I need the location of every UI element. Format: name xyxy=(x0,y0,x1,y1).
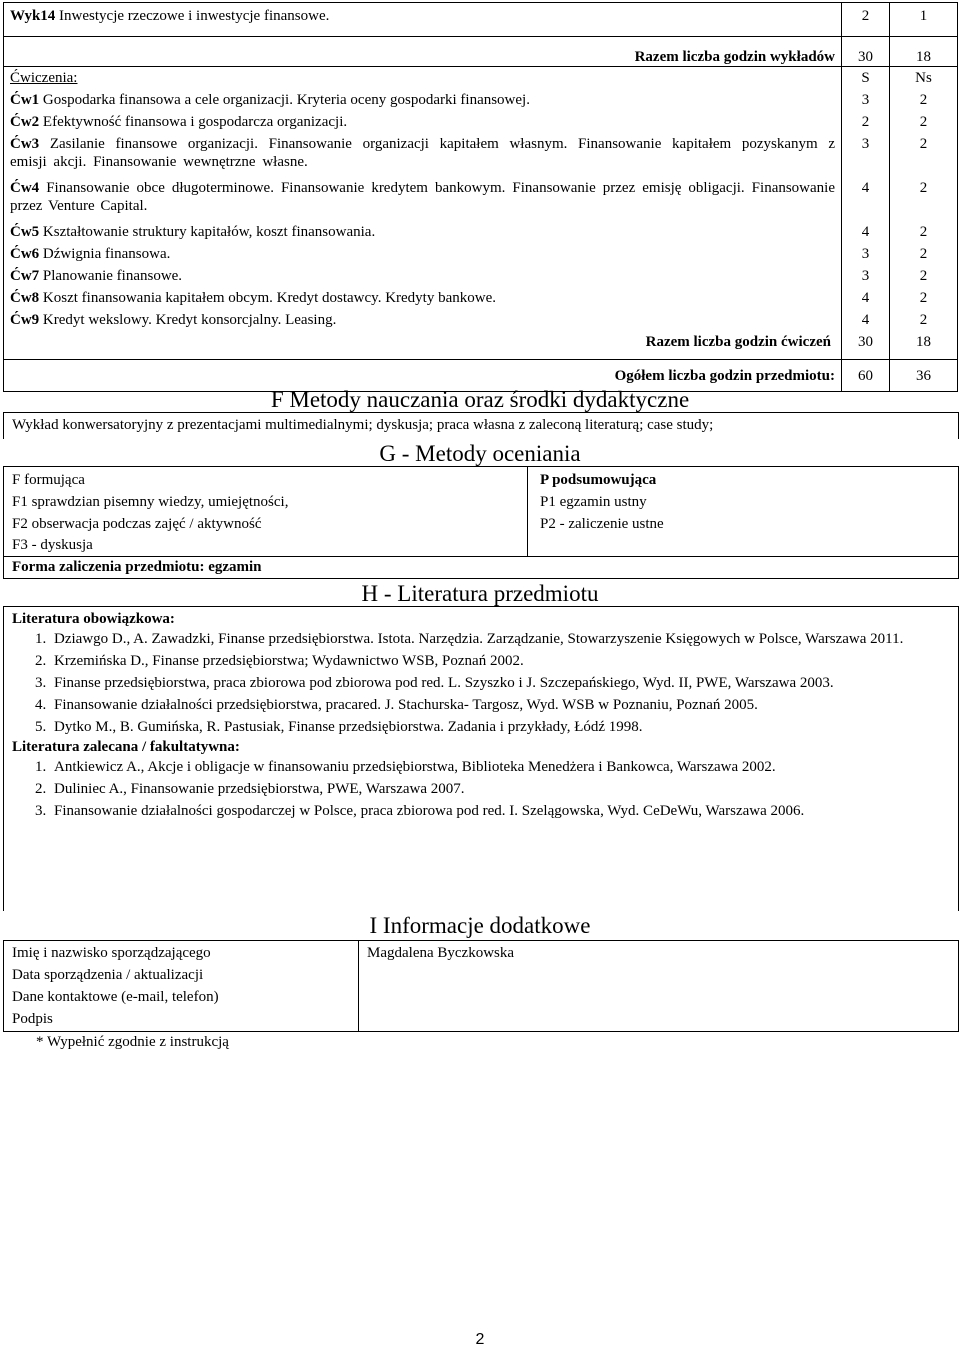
section-i-box xyxy=(3,940,959,1032)
exercise-8-s: 4 xyxy=(861,290,870,306)
exercise-6: Ćw6 Dźwignia finansowa. xyxy=(10,246,171,262)
exercises-heading: Ćwiczenia: xyxy=(10,70,78,86)
exercise-total-s: 30 xyxy=(858,334,873,350)
formative-item-1: F1 sprawdzian pisemny wiedzy, umiejętności, xyxy=(12,494,289,510)
col-ns-heading: Ns xyxy=(915,70,932,86)
required-lit-item: 4. Finansowanie działalności przedsiębiorstwa, pracared. J. Stachurska- Targosz, Wyd. WSB w Poznaniu, Poznań 2005. xyxy=(50,694,950,716)
recommended-lit-list xyxy=(12,756,950,822)
page-number: 2 xyxy=(475,1331,485,1348)
exercises-block xyxy=(4,67,958,360)
contact-label: Dane kontaktowe (e-mail, telefon) xyxy=(12,989,219,1005)
exercise-9-ns: 2 xyxy=(919,312,928,328)
col-s-heading: S xyxy=(861,70,870,86)
summative-item-2: P2 - zaliczenie ustne xyxy=(540,516,664,532)
exercise-5-s: 4 xyxy=(861,224,870,240)
exercise-4: Ćw4 Finansowanie obce długoterminowe. Finansowanie kredytem bankowym. Finansowanie przez emisję obligacji. Finansowanie przez Venture Capital. xyxy=(10,180,836,214)
grand-total-label: Ogółem liczba godzin przedmiotu: xyxy=(614,368,835,384)
section-h-box xyxy=(3,606,959,911)
exercise-2-s: 2 xyxy=(861,114,870,130)
lecture-total-label: Razem liczba godzin wykładów xyxy=(634,49,835,65)
section-h-heading: H - Literatura przedmiotu xyxy=(361,581,599,606)
exercise-9-s: 4 xyxy=(861,312,870,328)
required-lit-title: Literatura obowiązkowa: xyxy=(12,611,175,627)
recommended-lit-item: 1. Antkiewicz A., Akcje i obligacje w finansowaniu przedsiębiorstwa, Biblioteka Menedżera i Bankowca, Warszawa 2002. xyxy=(50,756,950,778)
exercise-2: Ćw2 Efektywność finansowa i gospodarcza organizacji. xyxy=(10,114,348,130)
section-g-rule xyxy=(4,556,958,557)
instruction-note: * Wypełnić zgodnie z instrukcją xyxy=(36,1034,229,1050)
section-g-divider xyxy=(527,467,528,556)
grand-total-ns: 36 xyxy=(890,360,958,392)
exercise-7-s: 3 xyxy=(861,268,870,284)
required-lit-item: 3. Finanse przedsiębiorstwa, praca zbiorowa pod zbiorowa pod red. L. Szyszko i J. Szczepańskiego, Wyd. II, PWE, Warszawa 2003. xyxy=(50,672,950,694)
signature-label: Podpis xyxy=(12,1011,53,1027)
hours-table xyxy=(3,2,958,392)
section-g-heading: G - Metody oceniania xyxy=(379,441,581,466)
required-lit-list xyxy=(12,628,950,738)
exercise-6-s: 3 xyxy=(861,246,870,262)
author-value: Magdalena Byczkowska xyxy=(367,945,515,961)
formative-item-3: F3 - dyskusja xyxy=(12,537,93,553)
section-f-box xyxy=(3,412,959,439)
lecture-total-row xyxy=(4,37,958,67)
completion-form: Forma zaliczenia przedmiotu: egzamin xyxy=(12,559,262,575)
section-f-text: Wykład konwersatoryjny z prezentacjami multimedialnymi; dyskusja; praca własna z zaleconą literaturą; case study; xyxy=(12,417,714,433)
exercise-1: Ćw1 Gospodarka finansowa a cele organizacji. Kryteria oceny gospodarki finansowej. xyxy=(10,92,530,108)
exercise-9: Ćw9 Kredyt wekslowy. Kredyt konsorcjalny. Leasing. xyxy=(10,312,337,328)
exercise-total-label: Razem liczba godzin ćwiczeń xyxy=(645,334,831,350)
lecture-total-ns: 18 xyxy=(890,37,958,67)
summative-title: P podsumowująca xyxy=(540,472,657,488)
exercise-2-ns: 2 xyxy=(919,114,928,130)
section-i-heading: I Informacje dodatkowe xyxy=(369,913,591,938)
lecture-hours-ns: 1 xyxy=(890,3,958,37)
lecture-hours-s: 2 xyxy=(842,3,890,37)
exercise-3-s: 3 xyxy=(861,136,870,152)
exercise-7-ns: 2 xyxy=(919,268,928,284)
literature-content xyxy=(12,610,950,822)
exercise-5-ns: 2 xyxy=(919,224,928,240)
exercise-8: Ćw8 Koszt finansowania kapitałem obcym. Kredyt dostawcy. Kredyty bankowe. xyxy=(10,290,496,306)
exercise-4-ns: 2 xyxy=(919,180,928,196)
recommended-lit-title: Literatura zalecana / fakultatywna: xyxy=(12,739,240,755)
exercise-3-ns: 2 xyxy=(919,136,928,152)
date-label: Data sporządzenia / aktualizacji xyxy=(12,967,204,983)
lecture-total-s: 30 xyxy=(842,37,890,67)
exercise-4-s: 4 xyxy=(861,180,870,196)
lecture-title: Inwestycje rzeczowe i inwestycje finansowe. xyxy=(59,8,330,24)
required-lit-item: 2. Krzemińska D., Finanse przedsiębiorstwa; Wydawnictwo WSB, Poznań 2002. xyxy=(50,650,950,672)
exercise-3: Ćw3 Zasilanie finansowe organizacji. Finansowanie organizacji kapitałem własnym. Finansowanie kapitałem pozyskanym z emisji akcji. Finansowanie wewnętrzne własne. xyxy=(10,136,836,170)
formative-title: F formująca xyxy=(12,472,85,488)
exercise-8-ns: 2 xyxy=(919,290,928,306)
lecture-code: Wyk14 xyxy=(10,8,56,24)
summative-item-1: P1 egzamin ustny xyxy=(540,494,647,510)
author-label: Imię i nazwisko sporządzającego xyxy=(12,945,211,961)
section-g-box xyxy=(3,466,959,579)
recommended-lit-item: 2. Duliniec A., Finansowanie przedsiębiorstwa, PWE, Warszawa 2007. xyxy=(50,778,950,800)
required-lit-item: 1. Dziawgo D., A. Zawadzki, Finanse przedsiębiorstwa. Istota. Narzędzia. Zarządzanie, Stowarzyszenie Księgowych w Polsce, Warszawa 2011. xyxy=(50,628,950,650)
grand-total-s: 60 xyxy=(842,360,890,392)
exercise-7: Ćw7 Planowanie finansowe. xyxy=(10,268,183,284)
section-f-heading: F Metody nauczania oraz środki dydaktyczne xyxy=(270,387,690,412)
required-lit-item: 5. Dytko M., B. Gumińska, R. Pastusiak, Finanse przedsiębiorstwa. Zadania i przykłady, Łódź 1998. xyxy=(50,716,950,738)
exercise-total-ns: 18 xyxy=(916,334,931,350)
exercise-5: Ćw5 Kształtowanie struktury kapitałów, koszt finansowania. xyxy=(10,224,376,240)
exercise-1-s: 3 xyxy=(861,92,870,108)
formative-item-2: F2 obserwacja podczas zajęć / aktywność xyxy=(12,516,262,532)
exercise-6-ns: 2 xyxy=(919,246,928,262)
lecture-row xyxy=(4,3,958,37)
recommended-lit-item: 3. Finansowanie działalności gospodarczej w Polsce, praca zbiorowa pod red. I. Szelągowska, Wyd. CeDeWu, Warszawa 2006. xyxy=(50,800,950,822)
exercise-1-ns: 2 xyxy=(919,92,928,108)
